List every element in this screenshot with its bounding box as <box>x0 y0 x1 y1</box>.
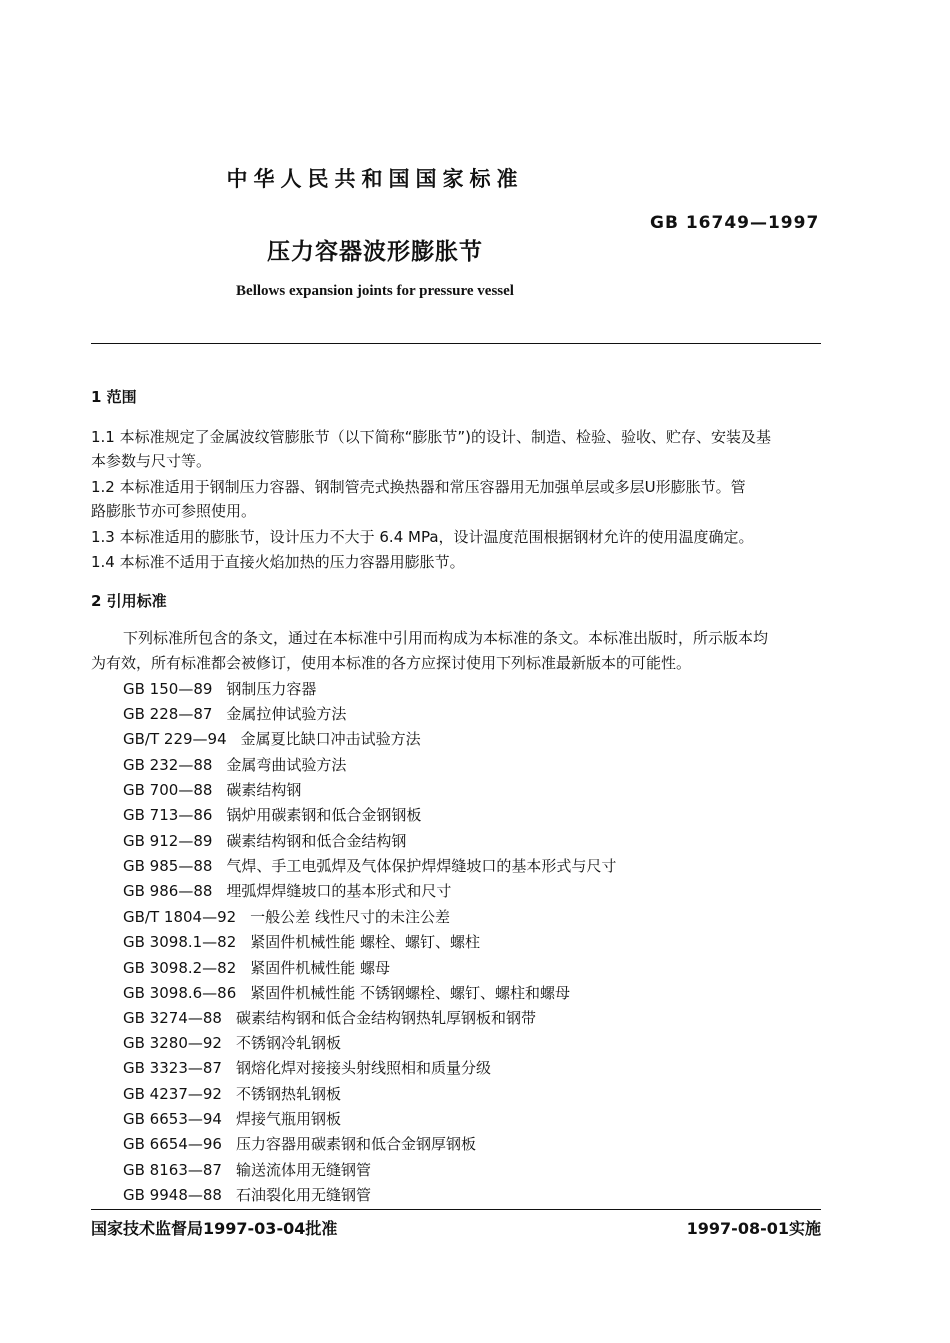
section-1-heading: 1 范围 <box>91 388 137 406</box>
reference-item <box>123 754 346 775</box>
reference-item <box>123 1057 491 1078</box>
reference-code: GB 986—88 <box>123 882 213 900</box>
reference-item <box>123 1032 341 1053</box>
reference-item <box>123 1133 476 1154</box>
approval-date: 国家技术监督局1997-03-04批准 <box>91 1219 338 1238</box>
reference-code: GB 3280—92 <box>123 1034 222 1052</box>
clause-1-2-cont: 路膨胀节亦可参照使用。 <box>91 502 257 520</box>
reference-item <box>123 906 450 927</box>
clause-1-4: 1.4 本标准不适用于直接火焰加热的压力容器用膨胀节。 <box>91 553 465 571</box>
reference-code: GB 8163—87 <box>123 1161 222 1179</box>
reference-code: GB 4237—92 <box>123 1085 222 1103</box>
document-title-cn: 压力容器波形膨胀节 <box>267 239 483 265</box>
reference-title: 压力容器用碳素钢和低合金钢厚钢板 <box>235 1135 476 1153</box>
national-standard-title: 中华人民共和国国家标准 <box>226 167 524 191</box>
reference-code: GB 3098.2—82 <box>123 959 237 977</box>
reference-title: 钢制压力容器 <box>226 680 317 698</box>
reference-code: GB 6654—96 <box>123 1135 222 1153</box>
reference-title: 紧固件机械性能 螺栓、螺钉、螺柱 <box>250 933 481 951</box>
reference-title: 紧固件机械性能 螺母 <box>250 959 391 977</box>
reference-title: 碳素结构钢和低合金结构钢热轧厚钢板和钢带 <box>235 1009 536 1027</box>
reference-title: 石油裂化用无缝钢管 <box>235 1186 371 1204</box>
reference-title: 输送流体用无缝钢管 <box>235 1161 371 1179</box>
reference-title: 碳素结构钢 <box>226 781 302 799</box>
reference-title: 金属拉伸试验方法 <box>226 705 347 723</box>
reference-title: 金属夏比缺口冲击试验方法 <box>240 730 421 748</box>
clause-1-1: 1.1 本标准规定了金属波纹管膨胀节（以下简称“膨胀节”)的设计、制造、检验、验收、贮存、安装及基 <box>91 428 772 446</box>
reference-title: 碳素结构钢和低合金结构钢 <box>226 832 407 850</box>
header-rule <box>91 343 821 344</box>
reference-title: 气焊、手工电弧焊及气体保护焊焊缝坡口的基本形式与尺寸 <box>226 857 617 875</box>
reference-item <box>123 1108 341 1129</box>
reference-code: GB 3274—88 <box>123 1009 222 1027</box>
reference-code: GB 232—88 <box>123 756 213 774</box>
reference-item <box>123 1159 371 1180</box>
reference-item <box>123 678 316 699</box>
clause-1-3: 1.3 本标准适用的膨胀节，设计压力不大于 6.4 MPa，设计温度范围根据钢材允许的使用温度确定。 <box>91 528 754 546</box>
reference-code: GB 912—89 <box>123 832 213 850</box>
reference-title: 钢熔化焊对接接头射线照相和质量分级 <box>235 1059 491 1077</box>
reference-item <box>123 703 346 724</box>
reference-code: GB 3098.6—86 <box>123 984 237 1002</box>
reference-code: GB 6653—94 <box>123 1110 222 1128</box>
clause-1-2: 1.2 本标准适用于钢制压力容器、钢制管壳式换热器和常压容器用无加强单层或多层U形膨胀节。管 <box>91 478 746 496</box>
reference-code: GB 3098.1—82 <box>123 933 237 951</box>
clause-1-1-cont: 本参数与尺寸等。 <box>91 452 212 470</box>
reference-item <box>123 982 570 1003</box>
reference-item <box>123 830 406 851</box>
reference-code: GB 228—87 <box>123 705 213 723</box>
reference-item <box>123 1083 341 1104</box>
reference-title: 一般公差 线性尺寸的未注公差 <box>250 908 450 926</box>
reference-code: GB 713—86 <box>123 806 213 824</box>
effective-date: 1997-08-01实施 <box>686 1219 821 1238</box>
reference-code: GB 150—89 <box>123 680 213 698</box>
section-2-intro: 下列标准所包含的条文，通过在本标准中引用而构成为本标准的条文。本标准出版时，所示版本均 <box>123 629 769 647</box>
reference-item <box>123 931 480 952</box>
reference-item <box>123 804 421 825</box>
standard-number: GB 16749—1997 <box>650 213 820 233</box>
reference-title: 金属弯曲试验方法 <box>226 756 347 774</box>
reference-code: GB 700—88 <box>123 781 213 799</box>
reference-item <box>123 957 390 978</box>
reference-title: 不锈钢冷轧钢板 <box>235 1034 341 1052</box>
reference-title: 埋弧焊焊缝坡口的基本形式和尺寸 <box>226 882 452 900</box>
reference-item <box>123 855 616 876</box>
reference-item <box>123 1007 536 1028</box>
reference-item <box>123 779 301 800</box>
section-2-heading: 2 引用标准 <box>91 592 167 610</box>
reference-title: 焊接气瓶用钢板 <box>235 1110 341 1128</box>
footer-rule <box>91 1209 821 1210</box>
reference-title: 锅炉用碳素钢和低合金钢钢板 <box>226 806 422 824</box>
document-title-en: Bellows expansion joints for pressure vessel <box>236 283 514 299</box>
reference-item <box>123 1184 371 1205</box>
reference-item <box>123 880 451 901</box>
reference-title: 紧固件机械性能 不锈钢螺栓、螺钉、螺柱和螺母 <box>250 984 571 1002</box>
section-2-intro-cont: 为有效，所有标准都会被修订，使用本标准的各方应探讨使用下列标准最新版本的可能性。 <box>91 654 692 672</box>
reference-code: GB 9948—88 <box>123 1186 222 1204</box>
reference-code: GB 3323—87 <box>123 1059 222 1077</box>
reference-code: GB/T 229—94 <box>123 730 227 748</box>
reference-title: 不锈钢热轧钢板 <box>235 1085 341 1103</box>
reference-code: GB/T 1804—92 <box>123 908 237 926</box>
reference-item <box>123 728 421 749</box>
reference-code: GB 985—88 <box>123 857 213 875</box>
